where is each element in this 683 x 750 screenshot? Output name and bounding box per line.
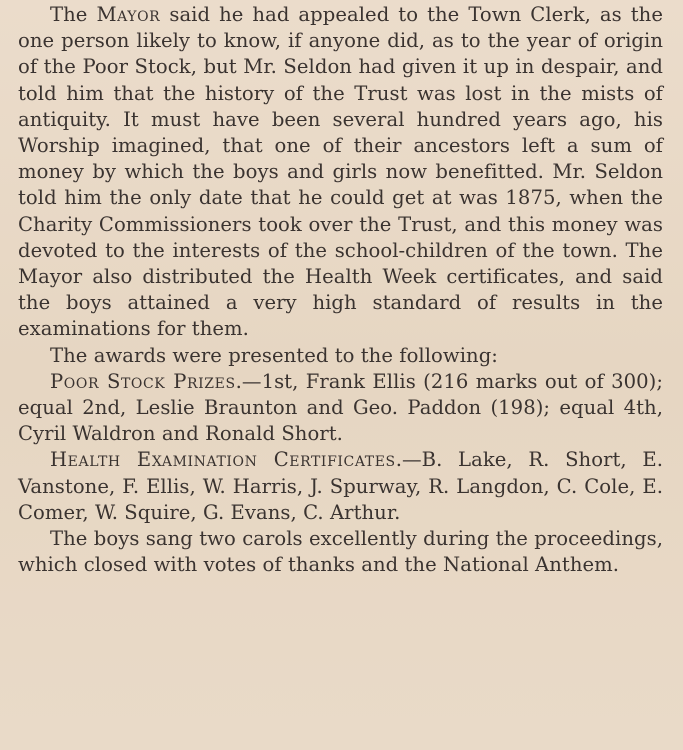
- section-heading-poor-stock-prizes: Poor Stock Prizes: [50, 369, 236, 393]
- mayor-title: Mayor: [96, 3, 161, 26]
- article-paragraph-mayor-speech: [18, 2, 663, 343]
- poor-stock-prizes-list: .—1st, Frank Ellis (216 marks out of 300); equal 2nd, Leslie Braunton and Geo. Paddon (198); equal 4th, Cyril Waldron and Ronald Short.: [18, 369, 663, 446]
- article-paragraph-closing: The boys sang two carols excellently during the proceedings, which closed with votes of thanks and the National Anthem.: [18, 527, 663, 577]
- article-paragraph-health-certificates: [18, 447, 663, 526]
- article-paragraph-poor-stock-prizes: [18, 369, 663, 448]
- health-certificates-list: .—B. Lake, R. Short, E. Vanstone, F. Ellis, W. Harris, J. Spurway, R. Langdon, C. Cole, E. Comer, W. Squire, G. Evans, C. Arthur.: [18, 448, 663, 524]
- paragraph-body: said he had appealed to the Town Clerk, as the one person likely to know, if anyone did, as to the year of origin of the Poor Stock, but Mr. Seldon had given it up in despair, and told him that the history of the Trust was lost in the mists of antiquity. It must have been several hundred years ago, his Worship imagined, that one of their ancestors left a sum of money by which the boys and girls now benefitted. Mr. Seldon told him the only date that he could get at was 1875, when the Charity Commissioners took over the Trust, and this money was devoted to the interests of the school-children of the town. The Mayor also distributed the Health Week certificates, and said the boys attained a very high standard of results in the examinations for them.: [18, 3, 663, 341]
- section-heading-health-certificates: Health Examination Certificates: [50, 448, 396, 472]
- paragraph-lead: The: [50, 3, 97, 26]
- article-paragraph-awards-intro: The awards were presented to the following:: [50, 343, 498, 367]
